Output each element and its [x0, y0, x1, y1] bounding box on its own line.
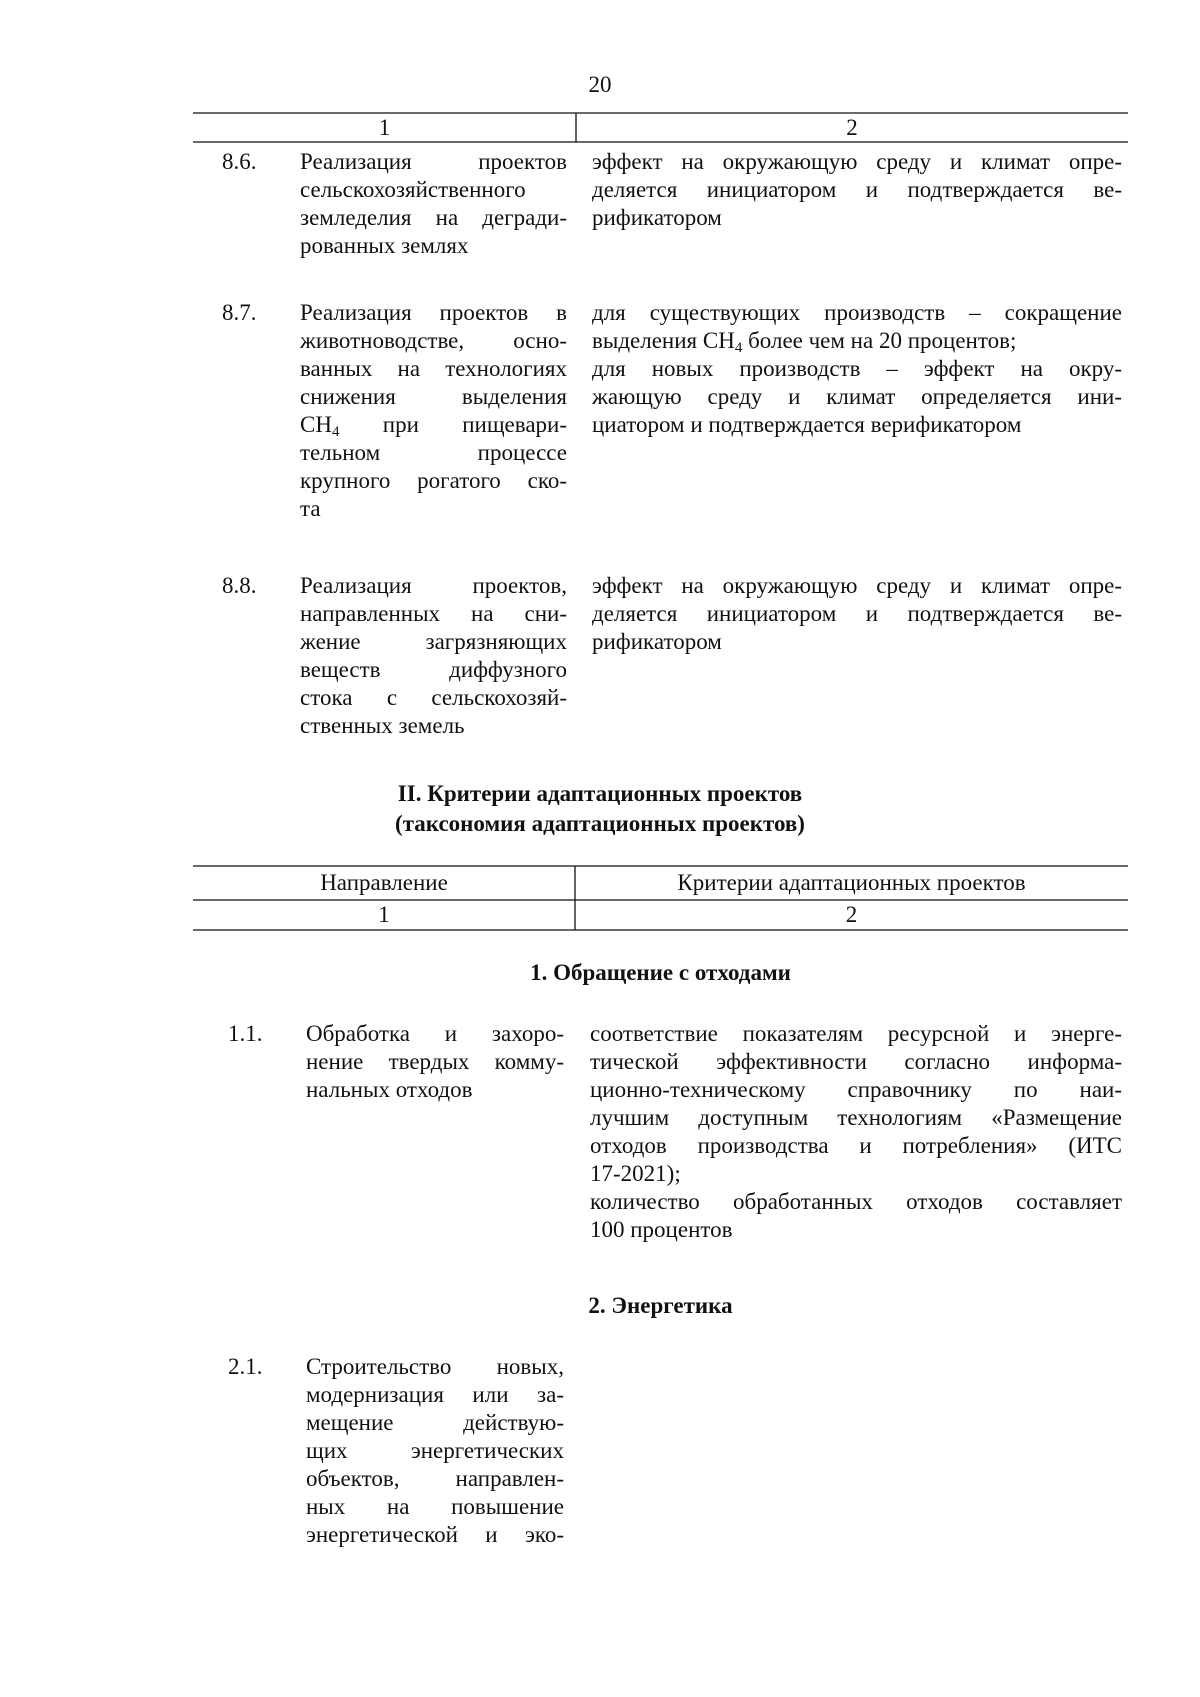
heading-energy: 2. Энергетика — [588, 1293, 733, 1318]
table2-header-criteria: Критерии адаптационных проектов — [677, 870, 1026, 895]
entry-number: 2.1. — [228, 1354, 263, 1379]
entry-number: 8.7. — [222, 300, 257, 325]
table2-header-direction: Направление — [320, 870, 448, 895]
entry-direction: Строительство новых, модернизация или за- мещение действую- щих энергетических объектов, направлен- ных на повышение энергетической и эко- — [306, 1354, 564, 1547]
section-title: II. Критерии адаптационных проектов — [397, 781, 803, 806]
entry-criteria: эффект на окружающую среду и климат опре- деляется инициатором и подтверждается ве- рификатором — [592, 149, 1122, 230]
top-header-col2: 2 — [846, 115, 858, 140]
entry-criteria: эффект на окружающую среду и климат опре- деляется инициатором и подтверждается ве- рификатором — [592, 573, 1122, 654]
entry-criteria: для существующих производств – сокращение выделения $CH_4$ более чем на 20 процентов; для новых производств – эффект на окру- жающую среду и климат определяется ини- циатором и подтверждается верификатором — [592, 300, 1122, 437]
table2-header-num2: 2 — [845, 902, 858, 927]
entry-direction: Реализация проектов сельскохозяйственного земледелия на дегради- рованных землях — [300, 149, 567, 258]
entry-direction: Реализация проектов, направленных на сни- жение загрязняющих веществ диффузного стока с сельскохозяй- ственных земель — [300, 573, 567, 738]
entry-criteria: соответствие показателям ресурсной и энерге- тической эффективности согласно информа- ционно-техническому справочнику по наи- лучшим доступным технологиям «Размещение отходов производства и потребления» (ИТС 17-2021); количество обработанных отходов составляет 100 процентов — [590, 1021, 1122, 1242]
top-header-col1: 1 — [378, 115, 391, 140]
entry-number: 1.1. — [228, 1021, 263, 1046]
entry-direction: Реализация проектов в животноводстве, осно- ванных на технологиях снижения выделения $CH_4$ при пищевари- тельном процессе крупного рогатого ско- та — [300, 300, 568, 521]
entry-number: 8.6. — [222, 149, 257, 174]
page-number: 20 — [588, 72, 612, 97]
entry-number: 8.8. — [222, 573, 257, 598]
section-subtitle: (таксономия адаптационных проектов) — [395, 811, 805, 836]
heading-waste: 1. Обращение с отходами — [530, 960, 791, 985]
entry-direction: Обработка и захоро- нение твердых комму- нальных отходов — [306, 1021, 564, 1102]
table2-header-num1: 1 — [378, 902, 390, 927]
